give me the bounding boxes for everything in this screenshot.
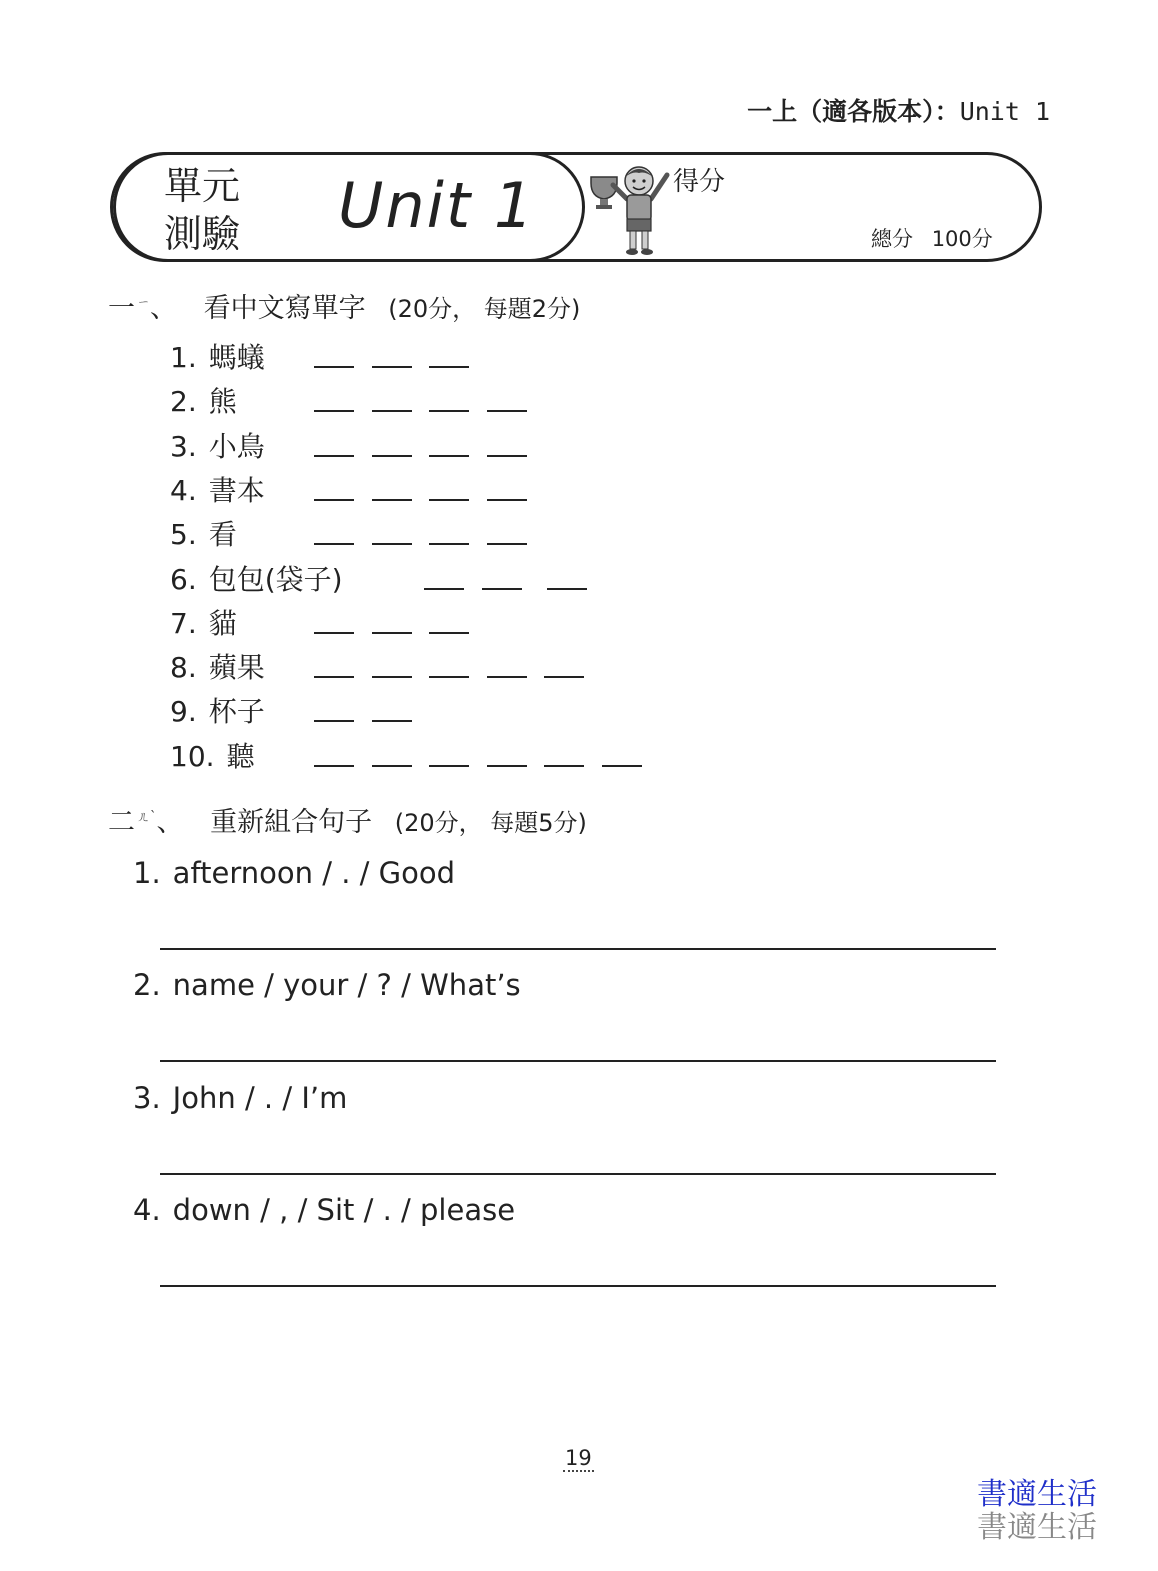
- item-word: 書本: [208, 473, 265, 507]
- section-1-points: (20分， 每題2分): [388, 295, 581, 323]
- grade-unit: Unit 1: [959, 97, 1050, 126]
- sentence-number: 1.: [133, 856, 161, 890]
- letter-blank[interactable]: [314, 499, 354, 501]
- score-label-text: 得分: [673, 167, 726, 197]
- letter-blank[interactable]: [487, 455, 527, 457]
- section-1-number-zhuyin: ㄧ: [137, 296, 151, 311]
- word-item: [170, 558, 343, 598]
- letter-blank[interactable]: [429, 410, 469, 412]
- scrambled-words: name / your / ? / What’s: [172, 968, 521, 1002]
- unit-title: Unit 1: [338, 169, 536, 242]
- section-2-points: (20分， 每題5分): [394, 809, 587, 837]
- letter-blank[interactable]: [487, 676, 527, 678]
- word-item: [170, 380, 237, 420]
- word-item: [170, 646, 265, 686]
- banner-word-1: 單元: [164, 164, 241, 208]
- word-item: [170, 513, 237, 553]
- item-word: 貓: [208, 606, 237, 640]
- sentence-number: 3.: [133, 1081, 161, 1115]
- letter-blank[interactable]: [429, 543, 469, 545]
- watermark: [977, 1478, 1097, 1544]
- item-number: 4.: [170, 473, 197, 507]
- letter-blank[interactable]: [544, 765, 584, 767]
- letter-blank[interactable]: [602, 765, 642, 767]
- word-item: [170, 690, 265, 730]
- letter-blank[interactable]: [424, 588, 464, 590]
- letter-blank[interactable]: [372, 543, 412, 545]
- letter-blank[interactable]: [372, 499, 412, 501]
- total-label-text: 總分: [871, 227, 913, 251]
- letter-blank[interactable]: [372, 410, 412, 412]
- letter-blank[interactable]: [314, 455, 354, 457]
- letter-blank[interactable]: [429, 632, 469, 634]
- item-number: 7.: [170, 606, 197, 640]
- letter-blank[interactable]: [429, 366, 469, 368]
- letter-blank[interactable]: [314, 676, 354, 678]
- page-number: 19: [565, 1446, 592, 1470]
- letter-blank[interactable]: [487, 499, 527, 501]
- item-word: 小鳥: [208, 429, 265, 463]
- letter-blank[interactable]: [372, 632, 412, 634]
- score-label: [673, 161, 725, 198]
- word-item: [170, 469, 265, 509]
- boy-trophy-icon: [587, 159, 677, 259]
- letter-blank[interactable]: [314, 720, 354, 722]
- letter-blank[interactable]: [429, 455, 469, 457]
- banner-word-2: 測驗: [164, 212, 241, 256]
- item-word: 聽: [226, 739, 255, 773]
- sentence-number: 2.: [133, 968, 161, 1002]
- scrambled-words: afternoon / . / Good: [172, 856, 456, 890]
- title-banner: [110, 152, 1042, 262]
- letter-blank[interactable]: [314, 366, 354, 368]
- section-1-title: 一 $^ㄧ$、 看中文寫單字 (20分， 每題2分): [108, 293, 581, 324]
- letter-blank[interactable]: [372, 720, 412, 722]
- section-1-number: 一: [108, 293, 135, 324]
- letter-blank[interactable]: [372, 455, 412, 457]
- item-number: 5.: [170, 518, 197, 552]
- word-item: [170, 735, 255, 775]
- total-value: 100分: [931, 227, 993, 251]
- banner-word-test: [164, 213, 240, 255]
- grade-text: 一上（適各版本）：: [747, 97, 960, 126]
- item-word: 熊: [208, 385, 237, 419]
- item-number: 1.: [170, 341, 197, 374]
- letter-blank[interactable]: [487, 765, 527, 767]
- section-2-title: 二 $^{ㄦˋ}$、 重新組合句子 (20分， 每題5分): [108, 807, 587, 838]
- answer-line[interactable]: [160, 948, 996, 950]
- letter-blank[interactable]: [429, 499, 469, 501]
- scrambled-words: John / . / I’m: [172, 1081, 348, 1115]
- letter-blank[interactable]: [487, 543, 527, 545]
- letter-blank[interactable]: [372, 765, 412, 767]
- letter-blank[interactable]: [482, 588, 522, 590]
- sentence-item: [133, 1193, 515, 1227]
- watermark-line-1: 書適生活: [977, 1477, 1097, 1512]
- word-item: [170, 336, 265, 376]
- section-2-number-zhuyin: ㄦˋ: [137, 810, 157, 825]
- grade-label: [747, 92, 1050, 128]
- section-2-heading: 重新組合句子: [210, 807, 373, 838]
- letter-blank[interactable]: [314, 410, 354, 412]
- item-number: 9.: [170, 695, 197, 729]
- item-number: 10.: [170, 739, 215, 773]
- letter-blank[interactable]: [372, 366, 412, 368]
- item-number: 6.: [170, 562, 197, 596]
- watermark-line-2: 書適生活: [977, 1510, 1097, 1545]
- answer-line[interactable]: [160, 1285, 996, 1287]
- banner-left-capsule: [113, 152, 585, 262]
- letter-blank[interactable]: [372, 676, 412, 678]
- word-item: [170, 425, 265, 465]
- banner-word-unit: [164, 165, 240, 207]
- item-word: 螞蟻: [208, 341, 265, 374]
- letter-blank[interactable]: [544, 676, 584, 678]
- letter-blank[interactable]: [314, 543, 354, 545]
- letter-blank[interactable]: [314, 765, 354, 767]
- item-word: 杯子: [208, 695, 265, 729]
- section-1-heading: 看中文寫單字: [203, 293, 366, 324]
- letter-blank[interactable]: [429, 676, 469, 678]
- item-number: 3.: [170, 429, 197, 463]
- sentence-number: 4.: [133, 1193, 161, 1227]
- sentence-item: [133, 856, 455, 890]
- scrambled-words: down / , / Sit / . / please: [172, 1193, 516, 1227]
- item-word: 包包(袋子): [208, 562, 343, 596]
- total-score-label: [871, 223, 993, 253]
- answer-line[interactable]: [160, 1173, 996, 1175]
- sentence-item: [133, 1081, 347, 1115]
- item-number: 8.: [170, 651, 197, 685]
- item-word: 看: [208, 518, 237, 552]
- answer-line[interactable]: [160, 1060, 996, 1062]
- letter-blank[interactable]: [314, 632, 354, 634]
- letter-blank[interactable]: [429, 765, 469, 767]
- sentence-item: [133, 968, 521, 1002]
- letter-blank[interactable]: [547, 588, 587, 590]
- letter-blank[interactable]: [487, 410, 527, 412]
- item-number: 2.: [170, 385, 197, 419]
- word-item: [170, 602, 237, 642]
- section-2-number: 二: [108, 807, 135, 838]
- item-word: 蘋果: [208, 651, 265, 685]
